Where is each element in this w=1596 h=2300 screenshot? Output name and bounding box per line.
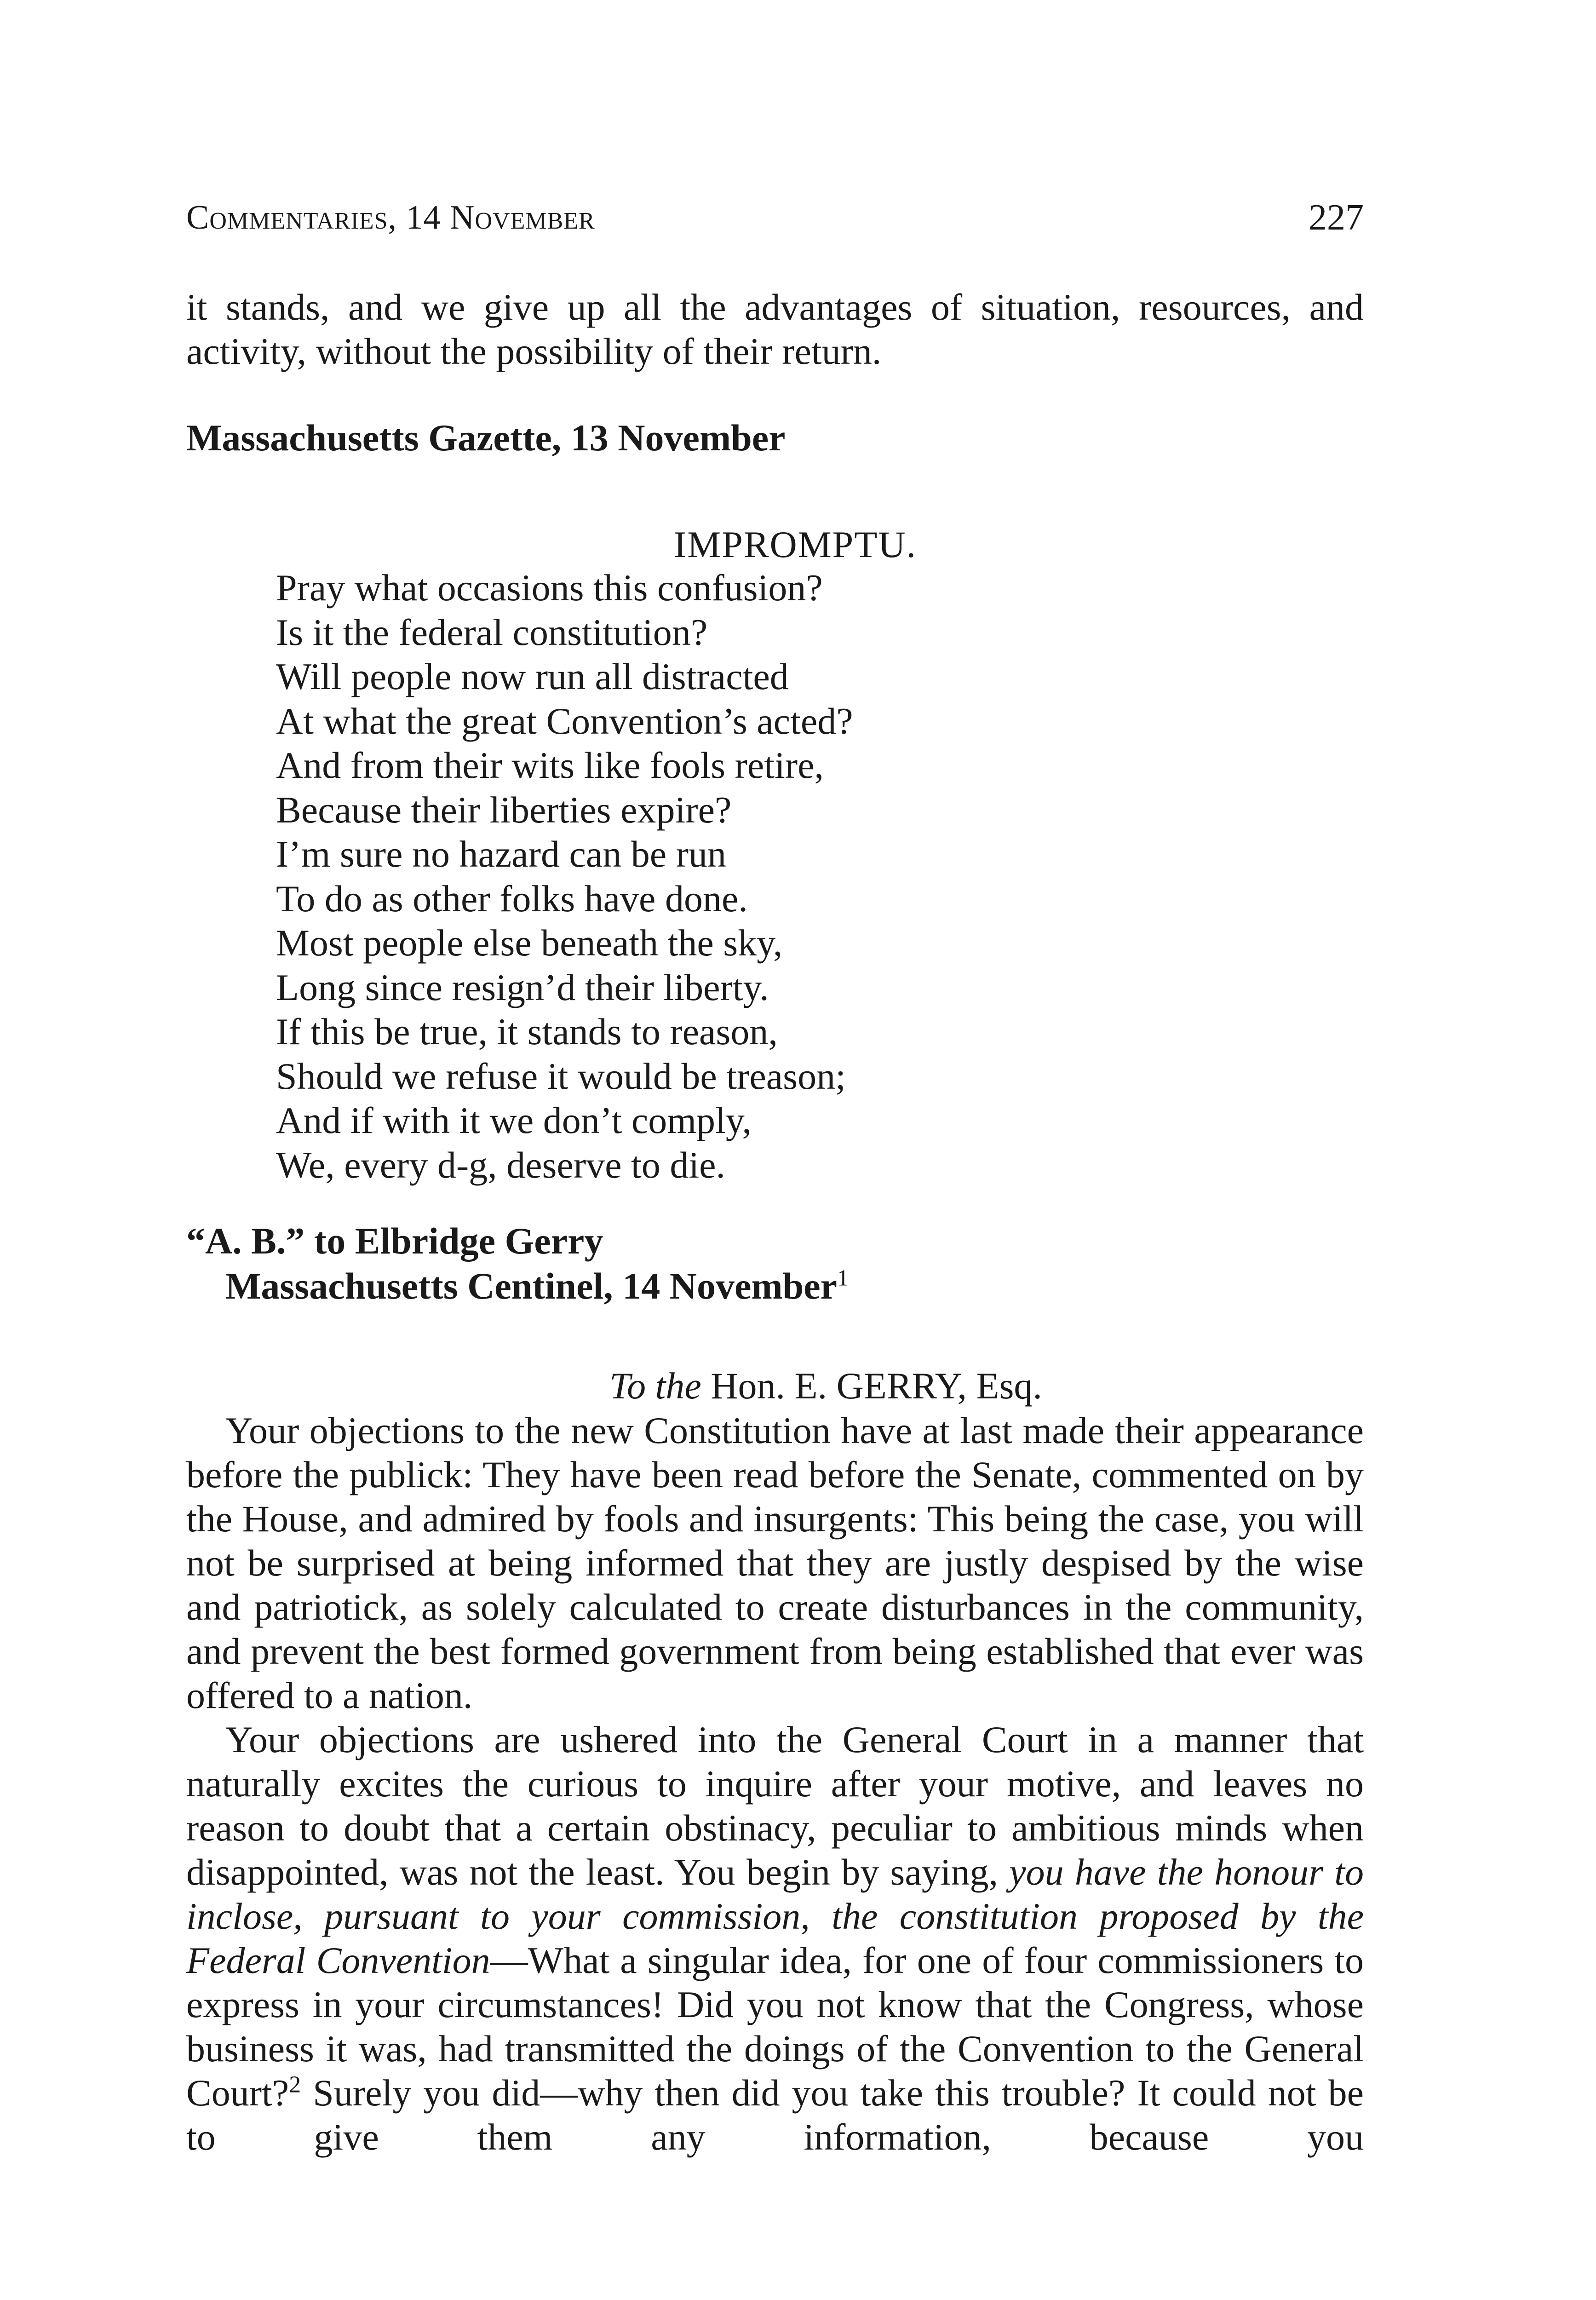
poem: [276, 566, 853, 1187]
section-subheading-centinel: [225, 1264, 849, 1308]
para2-text-b: —What a singular idea, for one of four commissioners to express in your circumstances! Did you not know that the Congress, whose business it was, had transmitted the doings of the Convention to the General Court?: [186, 1939, 1364, 2114]
section-heading-gazette: Massachusetts Gazette, 13 November: [186, 417, 786, 459]
running-head-title: Commentaries, 14 November: [186, 199, 595, 236]
running-head: [186, 192, 1364, 243]
opening-paragraph: [186, 285, 1364, 374]
para2-text-a: Your objections are ushered into the General Court in a manner that naturally excites the curious to inquire after your motive, and leaves no reason to doubt that a certain obstinacy, peculiar to ambitious minds when disappointed, was not the least. You begin by saying,: [186, 1719, 1364, 1893]
para2-quote: you have the honour to inclose, pursuant to your commission, the constitution proposed by the Federal Convention: [186, 1851, 1364, 1981]
poem-line: Will people now run all distracted: [276, 656, 789, 697]
para2-text-c: Surely you did—why then did you take this trouble? It could not be to give them any information, because you: [186, 2072, 1364, 2158]
poem-line: Because their liberties expire?: [276, 788, 732, 831]
salutation-prefix: To the: [609, 1365, 701, 1407]
poem-line: Most people else beneath the sky,: [276, 922, 783, 964]
salutation-rest: Hon. E. GERRY, Esq.: [701, 1365, 1042, 1407]
poem-title: IMPROMPTU.: [674, 523, 917, 565]
poem-line: At what the great Convention’s acted?: [276, 700, 853, 742]
section-heading-ab: “A. B.” to Elbridge Gerry: [186, 1220, 603, 1262]
poem-line: Is it the federal constitution?: [276, 611, 708, 653]
poem-line: And from their wits like fools retire,: [276, 744, 824, 786]
letter-paragraph-2: [186, 1718, 1364, 2159]
letter-body: [186, 1409, 1364, 2159]
opening-text: it stands, and we give up all the advantages of situation, resources, and activity, without the possibility of their return.: [186, 286, 1364, 372]
subheading-text: Massachusetts Centinel, 14 November: [225, 1265, 838, 1307]
poem-line: Should we refuse it would be treason;: [276, 1055, 846, 1097]
page-number: 227: [1309, 197, 1364, 238]
footnote-ref: 2: [289, 2071, 301, 2098]
poem-line: And if with it we don’t comply,: [276, 1099, 752, 1141]
salutation: [609, 1364, 1042, 1408]
poem-line: If this be true, it stands to reason,: [276, 1011, 778, 1052]
poem-line: To do as other folks have done.: [276, 877, 748, 920]
poem-line: I’m sure no hazard can be run: [276, 833, 726, 875]
poem-line: Long since resign’d their liberty.: [276, 966, 769, 1008]
letter-paragraph-1: Your objections to the new Constitution have at last made their appearance before the publick: They have been read before the Senate, commented on by the House, and admired by fools and insurgents: This being the case, you will not be surprised at being informed that they are justly despised by the wise and patriotick, as solely calculated to create disturbances in the community, and prevent the best formed government from being established that ever was offered to a nation.: [186, 1409, 1364, 1716]
poem-line: Pray what occasions this confusion?: [276, 567, 823, 609]
footnote-ref: 1: [837, 1265, 849, 1291]
poem-line: We, every d-g, deserve to die.: [276, 1144, 725, 1186]
